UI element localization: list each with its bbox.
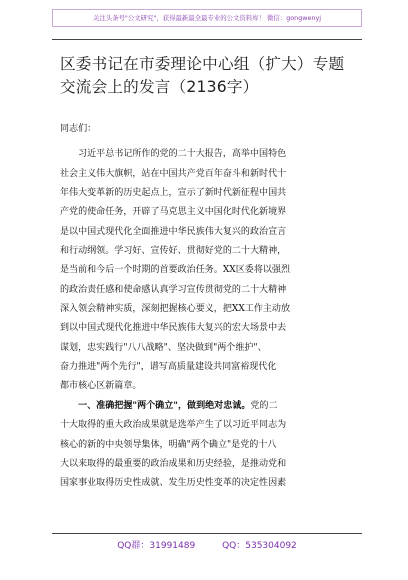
salutation: 同志们：: [60, 124, 97, 134]
footer-qq-group: QQ群：31991489: [117, 541, 196, 551]
text-line: 国家事业取得历史性成就、发生历史性变革的决定性因素: [60, 478, 287, 489]
text-line: 社会主义伟大旗帜，站在中国共产党百年奋斗和新时代十: [60, 168, 287, 179]
footer: [52, 538, 362, 551]
text-line: 核心的新的中央领导集体，明确"两个确立"是党的十八: [60, 439, 277, 450]
text-line: 大以来取得的最重要的政治成果和历史经验，是推动党和: [60, 458, 287, 469]
text-line: 到以中国式现代化推进中华民族伟大复兴的宏大场景中去: [60, 323, 287, 334]
title-line-2: 交流会上的发言（2136字）: [60, 78, 259, 96]
text-line: 深入领会精神实质，深刻把握核心要义，把XX工作主动放: [60, 304, 291, 315]
text-line: 和行动纲领。学习好、宣传好、贯彻好党的二十大精神，: [60, 246, 287, 257]
text-line: 的政治责任感和使命感认真学习宣传贯彻党的二十大精神: [60, 284, 287, 295]
text-line: 习近平总书记所作的党的二十大报告，高举中国特色: [60, 149, 287, 160]
section-1-first-line-rest: 党的二: [250, 400, 278, 411]
section-1: [60, 397, 356, 494]
text-line: 年伟大变革新的历史起点上，宣示了新时代新征程中国共: [60, 188, 287, 199]
section-1-first-line: [60, 397, 356, 416]
top-divider: [52, 39, 362, 40]
bottom-divider: [52, 533, 362, 534]
text-line: 是以中国式现代化全面推进中华民族伟大复兴的政治宣言: [60, 226, 287, 237]
paragraph-intro: [60, 145, 356, 396]
text-line: 产党的使命任务，开辟了马克思主义中国化时代化新境界: [60, 207, 287, 218]
text-line: 奋力推进"两个先行"，谱写高质量建设共同富裕现代化: [60, 362, 277, 373]
page-title: [60, 53, 360, 99]
text-line: 谋划，忠实践行"八八战略"、坚决做到"两个维护"、: [60, 342, 267, 353]
document-body: [60, 120, 356, 494]
title-line-1: 区委书记在市委理论中心组（扩大）专题: [60, 55, 345, 73]
text-line: 是当前和今后一个时期的首要政治任务。XX区委将以强烈: [60, 265, 291, 276]
text-line: 都市核心区新篇章。: [60, 381, 142, 392]
top-banner: 关注头条号"公文研究"，获得最新最全最专业的公文资料库！ 微信：gongwenyj: [52, 9, 362, 27]
section-1-heading: 一、准确把握"两个确立"，做到绝对忠诚。: [78, 400, 251, 411]
footer-qq: QQ：535304092: [222, 541, 297, 551]
text-line: 十大取得的重大政治成果就是选举产生了以习近平同志为: [60, 420, 287, 431]
